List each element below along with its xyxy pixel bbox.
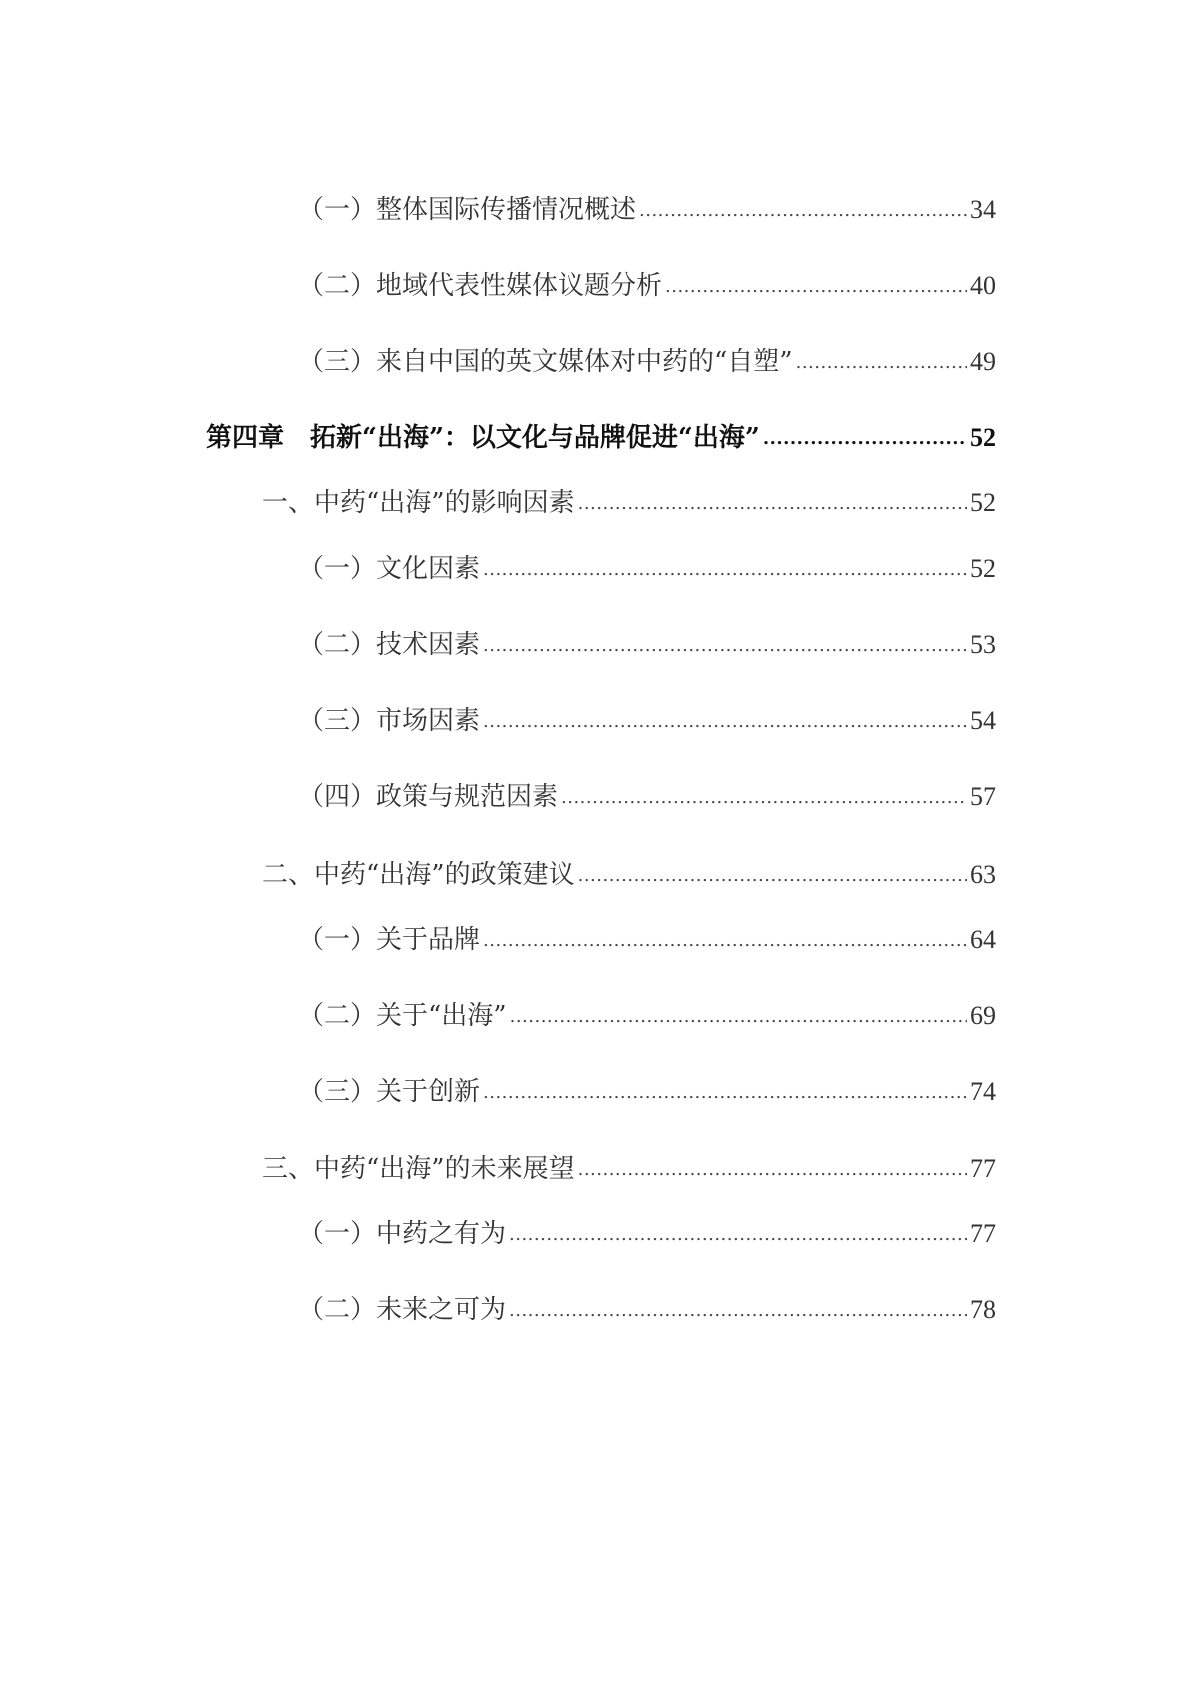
toc-dot-leader bbox=[509, 1218, 967, 1252]
toc-entry[interactable] bbox=[298, 1217, 996, 1251]
toc-page-number: 57 bbox=[970, 782, 996, 811]
toc-entry[interactable] bbox=[298, 704, 996, 738]
toc-page-number: 40 bbox=[970, 271, 996, 300]
toc-chapter-entry[interactable] bbox=[206, 421, 996, 455]
toc-entry[interactable] bbox=[298, 193, 996, 227]
toc-page-number: 52 bbox=[970, 554, 996, 583]
toc-dot-leader bbox=[578, 859, 967, 893]
toc-page-number: 63 bbox=[970, 860, 996, 889]
toc-dot-leader bbox=[483, 1076, 967, 1110]
toc-page-number: 54 bbox=[970, 706, 996, 735]
toc-entry[interactable] bbox=[298, 923, 996, 957]
toc-entry-label: （二）关于“出海” bbox=[298, 1001, 507, 1031]
toc-dot-leader bbox=[561, 781, 967, 815]
toc-section-entry[interactable] bbox=[262, 858, 996, 892]
toc-dot-leader bbox=[796, 346, 967, 380]
toc-entry[interactable] bbox=[298, 552, 996, 586]
toc-dot-leader bbox=[578, 1153, 967, 1187]
toc-entry-label: （一）关于品牌 bbox=[298, 925, 481, 955]
toc-dot-leader bbox=[578, 487, 967, 521]
toc-page-number: 77 bbox=[970, 1154, 996, 1183]
toc-entry[interactable] bbox=[298, 269, 996, 303]
toc-entry[interactable] bbox=[298, 780, 996, 814]
toc-page-number: 52 bbox=[970, 423, 996, 452]
toc-dot-leader bbox=[483, 705, 967, 739]
toc-entry-label: （二）技术因素 bbox=[298, 630, 481, 660]
toc-dot-leader bbox=[639, 194, 967, 228]
toc-entry[interactable] bbox=[298, 628, 996, 662]
toc-entry-label: （二）地域代表性媒体议题分析 bbox=[298, 271, 663, 301]
toc-entry-label: （三）来自中国的英文媒体对中药的“自塑” bbox=[298, 347, 793, 377]
toc-entry-label: （一）文化因素 bbox=[298, 554, 481, 584]
toc-dot-leader bbox=[665, 270, 967, 304]
toc-section-label: 二、中药“出海”的政策建议 bbox=[262, 860, 575, 890]
toc-chapter-label: 第四章 拓新“出海”：以文化与品牌促进“出海” bbox=[206, 423, 760, 453]
toc-entry[interactable] bbox=[298, 345, 996, 379]
toc-section-entry[interactable] bbox=[262, 486, 996, 520]
toc-section-label: 三、中药“出海”的未来展望 bbox=[262, 1154, 575, 1184]
toc-entry-label: （四）政策与规范因素 bbox=[298, 782, 559, 812]
toc-entry-label: （三）关于创新 bbox=[298, 1077, 481, 1107]
toc-page-number: 78 bbox=[970, 1295, 996, 1324]
toc-entry-label: （三）市场因素 bbox=[298, 706, 481, 736]
toc-page-number: 64 bbox=[970, 925, 996, 954]
toc-page-number: 34 bbox=[970, 195, 996, 224]
toc-page-number: 77 bbox=[970, 1219, 996, 1248]
toc-page-number: 74 bbox=[970, 1077, 996, 1106]
toc-dot-leader bbox=[483, 553, 967, 587]
toc-entry[interactable] bbox=[298, 1293, 996, 1327]
toc-entry-label: （一）中药之有为 bbox=[298, 1219, 507, 1249]
toc-dot-leader bbox=[509, 1294, 967, 1328]
toc-page-number: 52 bbox=[970, 488, 996, 517]
toc-section-entry[interactable] bbox=[262, 1152, 996, 1186]
toc-page-number: 69 bbox=[970, 1001, 996, 1030]
toc-entry[interactable] bbox=[298, 999, 996, 1033]
toc-entry[interactable] bbox=[298, 1075, 996, 1109]
toc-entry-label: （二）未来之可为 bbox=[298, 1295, 507, 1325]
toc-dot-leader bbox=[483, 924, 967, 958]
toc-page-number: 49 bbox=[970, 347, 996, 376]
toc-dot-leader bbox=[763, 422, 967, 456]
toc-dot-leader bbox=[483, 629, 967, 663]
toc-section-label: 一、中药“出海”的影响因素 bbox=[262, 488, 575, 518]
toc-dot-leader bbox=[510, 1000, 967, 1034]
toc-page-number: 53 bbox=[970, 630, 996, 659]
toc-entry-label: （一）整体国际传播情况概述 bbox=[298, 195, 637, 225]
